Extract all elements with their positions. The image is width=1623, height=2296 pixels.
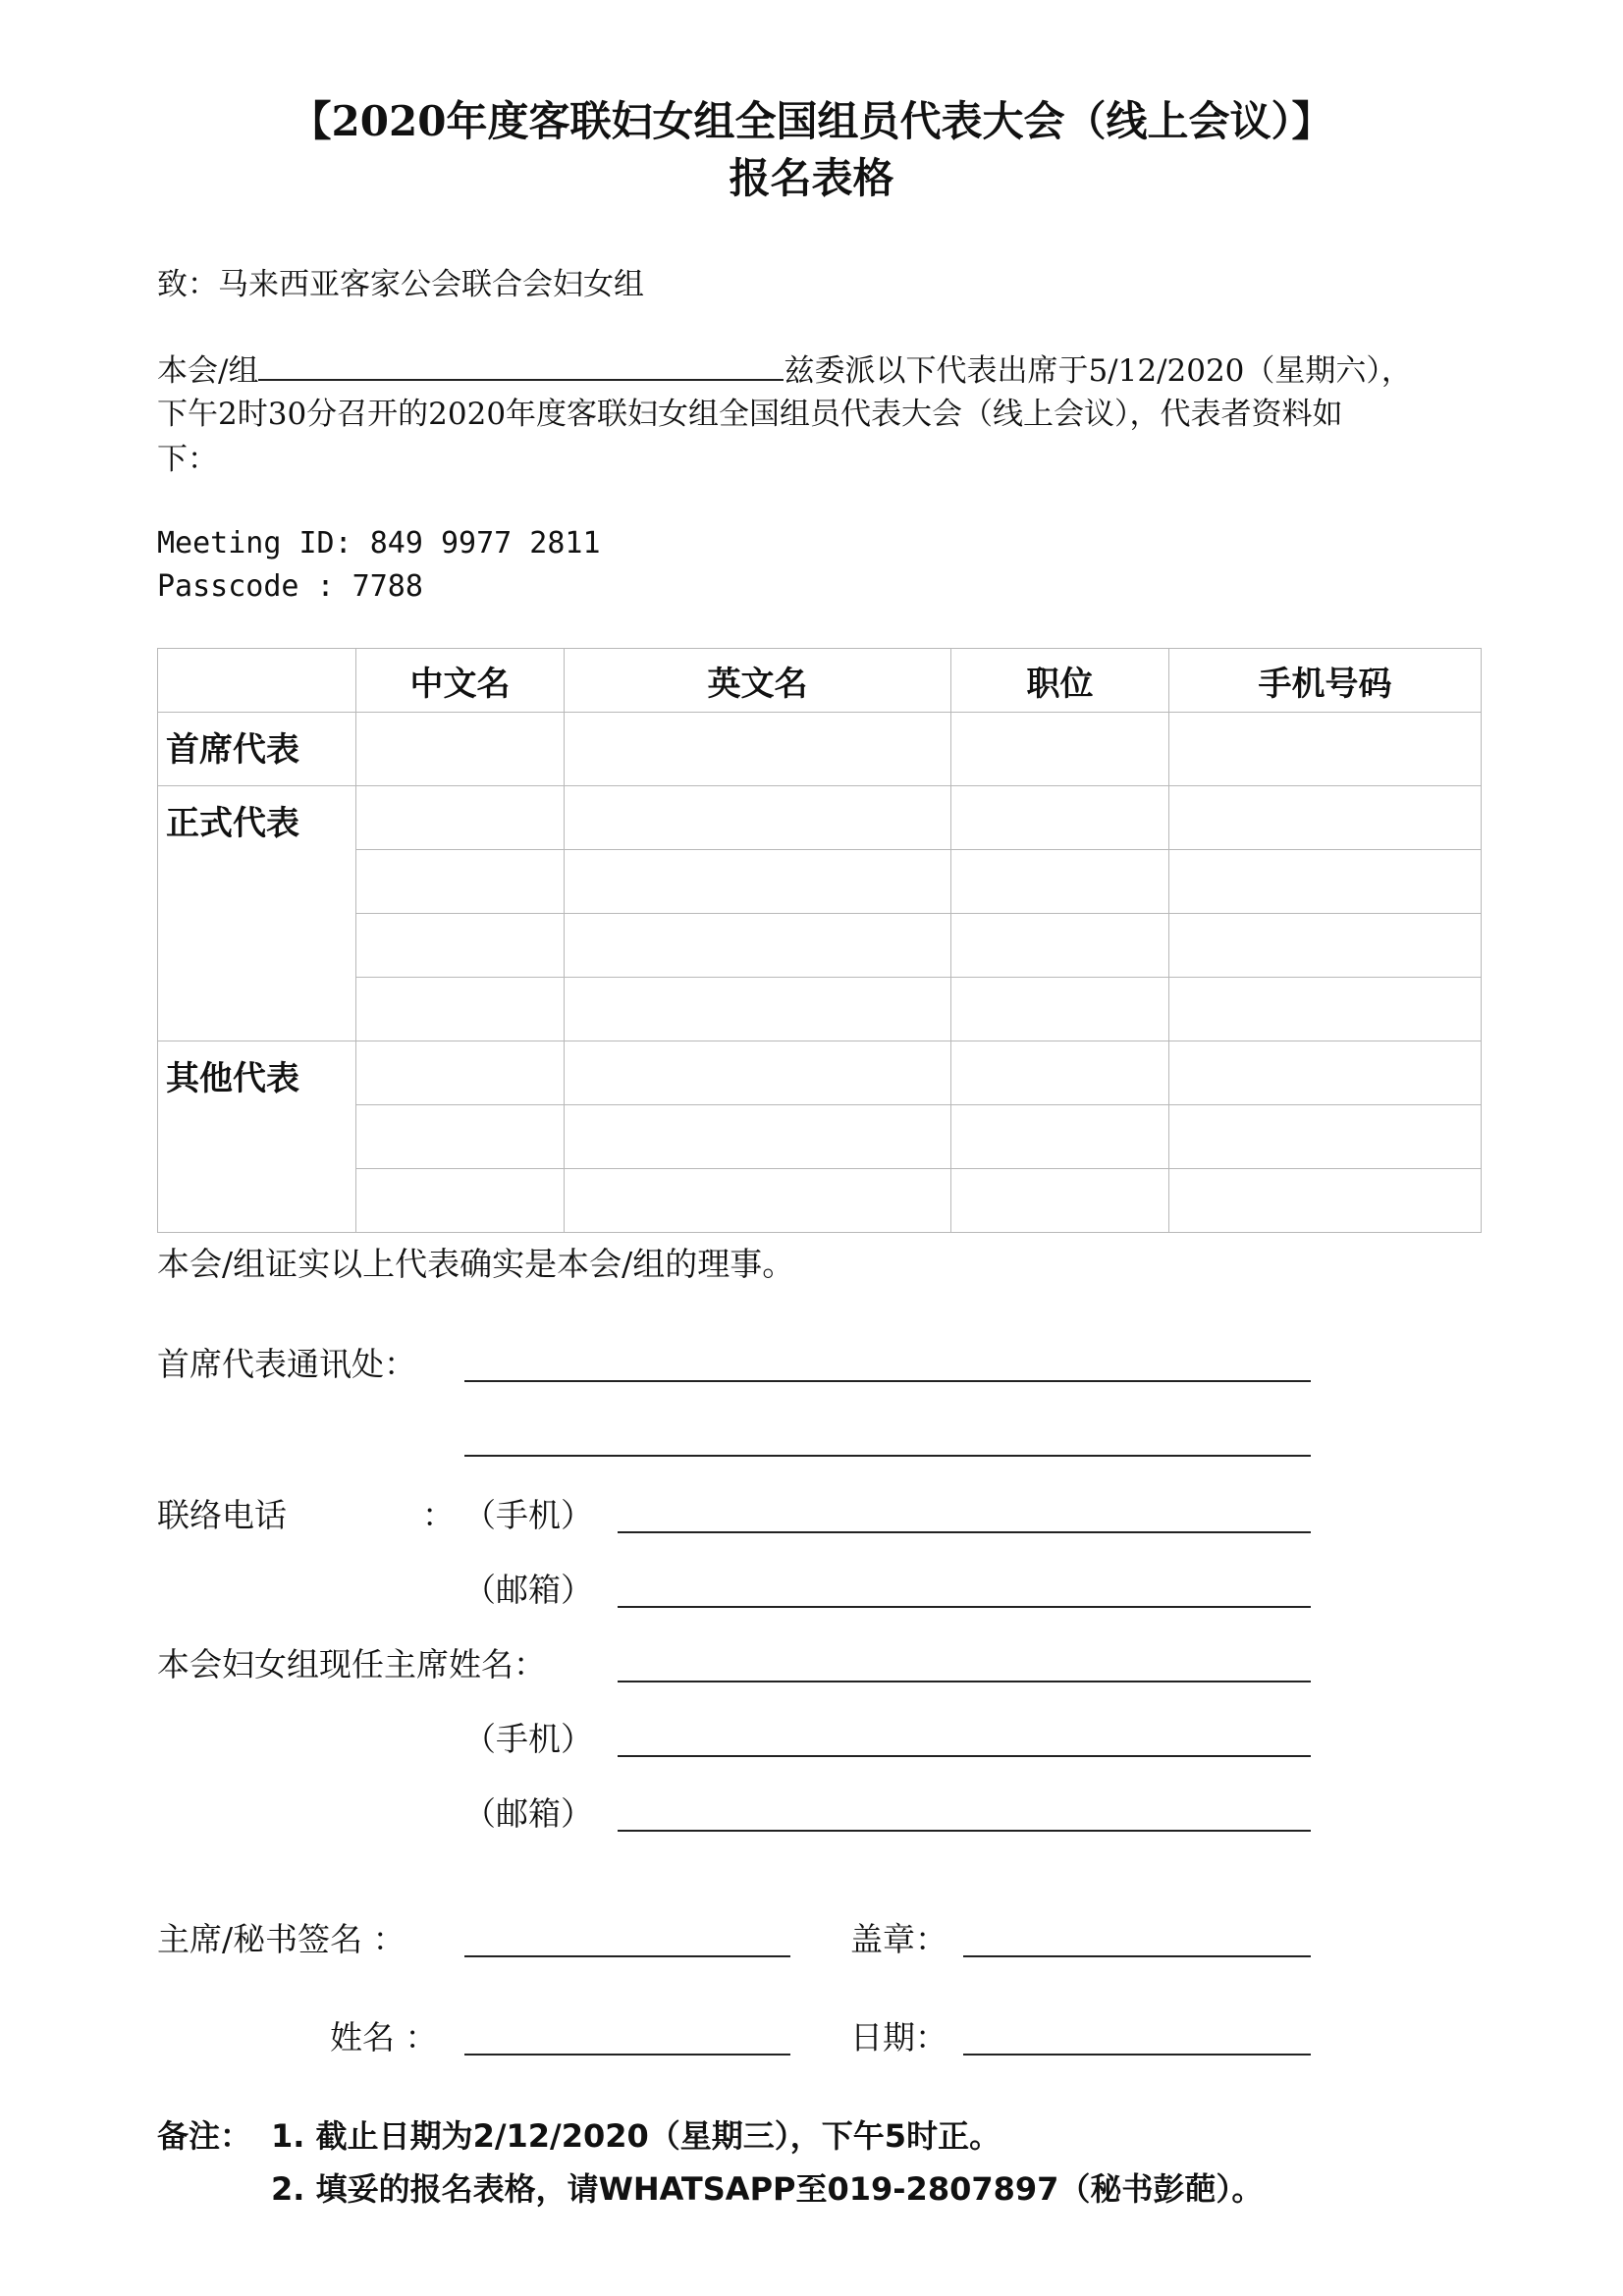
table-cell[interactable] <box>356 1105 565 1169</box>
header-blank <box>158 649 356 713</box>
note-item-1: 1. 截止日期为2/12/2020（星期三），下午5时正。 <box>271 2117 1001 2155</box>
table-cell[interactable] <box>1169 1169 1482 1233</box>
table-cell[interactable] <box>1169 1041 1482 1105</box>
chair-email-label: （邮箱） <box>463 1794 593 1833</box>
table-cell[interactable] <box>1169 1105 1482 1169</box>
table-cell[interactable] <box>951 978 1169 1041</box>
intro-line-2: 下午2时30分召开的2020年度客联妇女组全国组员代表大会（线上会议），代表者资料如 <box>157 397 1343 432</box>
intro-line-3: 下： <box>157 442 218 477</box>
meeting-passcode: Passcode : 7788 <box>157 569 423 604</box>
table-cell[interactable] <box>356 850 565 914</box>
table-cell[interactable] <box>565 786 951 850</box>
chief-address-line-1[interactable] <box>464 1380 1311 1382</box>
table-cell[interactable] <box>951 1169 1169 1233</box>
organization-name-blank[interactable] <box>258 346 784 381</box>
table-cell[interactable] <box>951 914 1169 978</box>
name-label: 姓名 ： <box>330 2018 438 2056</box>
table-cell[interactable] <box>951 786 1169 850</box>
table-cell[interactable] <box>565 713 951 786</box>
table-cell[interactable] <box>1169 786 1482 850</box>
date-label: 日期： <box>850 2018 947 2056</box>
table-cell[interactable] <box>1169 914 1482 978</box>
contact-mobile-label: （手机） <box>463 1496 593 1534</box>
table-cell[interactable] <box>951 1041 1169 1105</box>
seal-label: 盖章： <box>850 1920 947 1958</box>
table-cell[interactable] <box>951 850 1169 914</box>
chair-mobile-label: （手机） <box>463 1720 593 1758</box>
header-english-name: 英文名 <box>565 649 951 713</box>
table-cell[interactable] <box>565 850 951 914</box>
name-line[interactable] <box>464 2054 790 2056</box>
contact-phone-label: 联络电话 <box>157 1496 287 1534</box>
table-cell[interactable] <box>1169 850 1482 914</box>
contact-mobile-line[interactable] <box>618 1531 1311 1533</box>
table-cell[interactable] <box>356 1041 565 1105</box>
signature-line[interactable] <box>464 1955 790 1957</box>
notes-label: 备注： <box>157 2117 252 2155</box>
row-label-other: 其他代表 <box>158 1041 356 1233</box>
contact-email-label: （邮箱） <box>463 1571 593 1609</box>
table-cell[interactable] <box>565 1041 951 1105</box>
table-cell[interactable] <box>565 1169 951 1233</box>
table-cell[interactable] <box>951 1105 1169 1169</box>
table-cell[interactable] <box>951 713 1169 786</box>
table-cell[interactable] <box>1169 978 1482 1041</box>
table-row <box>158 786 1482 850</box>
table-row <box>158 713 1482 786</box>
chief-address-line-2[interactable] <box>464 1455 1311 1457</box>
table-cell[interactable] <box>565 1105 951 1169</box>
seal-line[interactable] <box>963 1955 1311 1957</box>
header-chinese-name: 中文名 <box>356 649 565 713</box>
table-row <box>158 1105 1482 1169</box>
date-line[interactable] <box>963 2054 1311 2056</box>
note-item-2: 2. 填妥的报名表格，请WHATSAPP至019-2807897（秘书彭葩）。 <box>271 2170 1264 2208</box>
recipient-line: 致：马来西亚客家公会联合会妇女组 <box>157 267 644 302</box>
table-row <box>158 850 1482 914</box>
signature-label: 主席/秘书签名 ： <box>157 1920 406 1958</box>
delegate-table <box>157 648 1482 1233</box>
chair-name-line[interactable] <box>618 1681 1311 1682</box>
chief-address-label: 首席代表通讯处： <box>157 1345 416 1383</box>
header-position: 职位 <box>951 649 1169 713</box>
row-label-official: 正式代表 <box>158 786 356 1041</box>
intro-prefix: 本会/组 <box>157 353 259 389</box>
table-header-row <box>158 649 1482 713</box>
table-cell[interactable] <box>356 786 565 850</box>
table-row <box>158 978 1482 1041</box>
intro-line1-suffix: 兹委派以下代表出席于5/12/2020（星期六）， <box>784 353 1412 389</box>
form-subtitle: 报名表格 <box>729 154 894 202</box>
table-row <box>158 1169 1482 1233</box>
chair-mobile-line[interactable] <box>618 1755 1311 1757</box>
header-mobile: 手机号码 <box>1169 649 1482 713</box>
contact-email-line[interactable] <box>618 1606 1311 1608</box>
form-title: 【2020年度客联妇女组全国组员代表大会（线上会议）】 <box>290 97 1333 145</box>
table-row <box>158 914 1482 978</box>
certify-statement: 本会/组证实以上代表确实是本会/组的理事。 <box>157 1245 795 1283</box>
table-cell[interactable] <box>565 914 951 978</box>
chair-email-line[interactable] <box>618 1830 1311 1832</box>
intro-line-1 <box>157 346 1412 395</box>
table-cell[interactable] <box>356 1169 565 1233</box>
table-row <box>158 1041 1482 1105</box>
table-cell[interactable] <box>565 978 951 1041</box>
table-cell[interactable] <box>356 914 565 978</box>
row-label-chief: 首席代表 <box>158 713 356 786</box>
contact-phone-colon: ： <box>422 1496 455 1534</box>
table-cell[interactable] <box>1169 713 1482 786</box>
table-cell[interactable] <box>356 978 565 1041</box>
chair-name-label: 本会妇女组现任主席姓名： <box>157 1645 546 1683</box>
table-cell[interactable] <box>356 713 565 786</box>
meeting-id: Meeting ID: 849 9977 2811 <box>157 526 601 561</box>
